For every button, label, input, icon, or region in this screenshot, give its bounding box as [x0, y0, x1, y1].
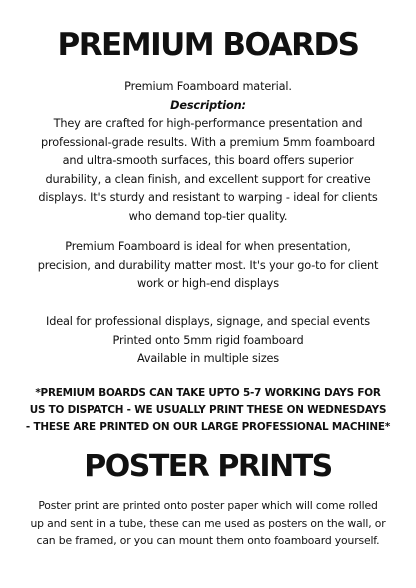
description-line: and ultra-smooth surfaces, this board offers superior — [62, 154, 354, 167]
poster-line: Poster print are printed onto poster paper which will come rolled — [38, 499, 378, 512]
description-line: They are crafted for high-performance presentation and — [53, 117, 363, 130]
ideal-line: work or high-end displays — [137, 277, 279, 290]
description-line: durability, a clean finish, and excellent support for creative — [45, 172, 371, 186]
description-line: professional-grade results. With a premium 5mm foamboard — [41, 135, 375, 149]
notice-line: *PREMIUM BOARDS CAN TAKE UPTO 5-7 WORKING DAYS FOR — [35, 387, 381, 399]
description-label: Description: — [170, 98, 246, 112]
premium-boards-heading: PREMIUM BOARDS — [57, 27, 359, 63]
description-line: displays. It's sturdy and resistant to warping - ideal for clients — [38, 191, 378, 204]
ideal-section — [6, 238, 410, 294]
notice-line: - THESE ARE PRINTED ON OUR LARGE PROFESSIONAL MACHINE* — [25, 421, 391, 433]
material-line: Premium Foamboard material. — [124, 80, 292, 93]
use-line: Printed onto 5mm rigid foamboard — [112, 333, 304, 347]
poster-prints-heading: POSTER PRINTS — [84, 449, 332, 484]
use-line: Available in multiple sizes — [136, 352, 280, 365]
ideal-line: precision, and durability matter most. It's your go-to for client — [37, 258, 379, 272]
uses-section — [6, 313, 410, 369]
description-section — [6, 78, 410, 226]
description-line: who demand top-tier quality. — [128, 209, 288, 223]
use-line: Ideal for professional displays, signage, and special events — [46, 315, 370, 328]
poster-line: up and sent in a tube, these can me used as posters on the wall, or — [30, 516, 386, 530]
notice-line: US TO DISPATCH - WE USUALLY PRINT THESE ON WEDNESDAYS — [29, 404, 387, 416]
dispatch-notice — [6, 385, 410, 436]
poster-line: can be framed, or you can mount them onto foamboard yourself. — [36, 534, 380, 547]
ideal-line: Premium Foamboard is ideal for when presentation, — [65, 240, 351, 253]
poster-section — [6, 497, 410, 550]
